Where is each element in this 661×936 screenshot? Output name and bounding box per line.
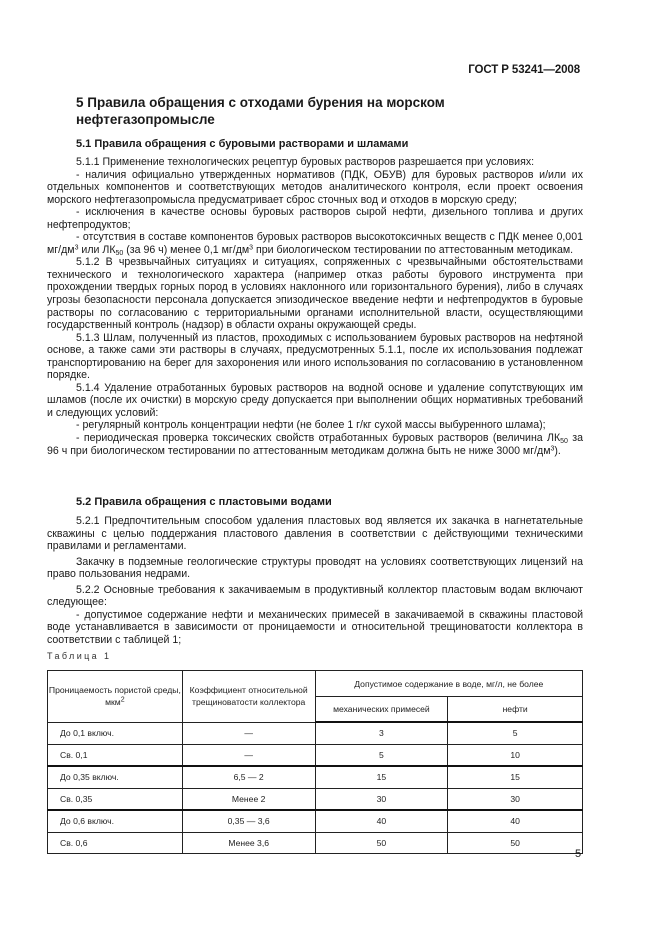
cell-oil: 30	[448, 788, 583, 810]
header-oil: нефти	[448, 697, 583, 723]
paragraph-5-2-1: 5.2.1 Предпочтительным способом удаления пластовых вод является их закачка в нагнетательные скважины с целью поддержания пластового давления в соответствии с действующими техническими правилами и регламентами.	[47, 515, 583, 553]
document-code-header: ГОСТ Р 53241—2008	[468, 64, 580, 76]
table-row	[48, 788, 583, 810]
cell-oil: 5	[448, 722, 583, 744]
cell-coefficient: 6,5 — 2	[182, 766, 315, 788]
subsection-heading-5-1: 5.1 Правила обращения с буровыми растворами и шламами	[76, 138, 409, 150]
cell-coefficient: —	[182, 722, 315, 744]
cell-coefficient: 0,35 — 3,6	[182, 810, 315, 832]
paragraph-5-1-3: 5.1.3 Шлам, полученный из пластов, проходимых с использованием буровых растворов на нефтяной основе, а также сами эти растворы в случаях, предусмотренных 5.1.1, после их использования подлежат транспортированию на берег для захоронения или иного использования по согласованию в установленном порядке.	[47, 331, 583, 382]
paragraph-5-1-4: 5.1.4 Удаление отработанных буровых растворов на водной основе и удаление сопутствующих им шламов (после их очистки) в морскую среду допускается при выполнении общих нормативных требований и следующих условий:	[47, 381, 583, 419]
header-permeability: Проницаемость пористой среды, мкм$^2$	[48, 671, 183, 723]
subsection-heading-5-2: 5.2 Правила обращения с пластовыми водами	[76, 496, 332, 508]
paragraph-5-1-2: 5.1.2 В чрезвычайных ситуациях и ситуациях, сопряженных с чрезвычайными обстоятельствами технического и технологического характера (например отказ работы бурового инструмента при прохождении твердых горных пород в условиях наклонного или горизонтального бурения), либо в случаях угрозы безопасности персонала допускается эпизодическое введение нефти и нефтепродуктов в буровые растворы по согласованию с территориальными органами исполнительной власти, осуществляющими государственный контроль (надзор) в области охраны окружающей среды.	[47, 256, 583, 332]
cell-mechanical: 15	[315, 766, 448, 788]
table-row	[48, 810, 583, 832]
bullet-allowed-content: - допустимое содержание нефти и механических примесей в закачиваемой в скважины пластовой воде устанавливается в зависимости от проницаемости и относительной трещиноватости коллектора в соответствии с таблицей 1;	[47, 608, 583, 646]
cell-mechanical: 40	[315, 810, 448, 832]
cell-oil: 10	[448, 744, 583, 766]
header-allowed-content: Допустимое содержание в воде, мг/л, не более	[315, 671, 582, 697]
section-5-1-body	[47, 156, 583, 457]
header-mechanical-impurities: механических примесей	[315, 697, 448, 723]
cell-mechanical: 5	[315, 744, 448, 766]
cell-permeability: До 0,6 включ.	[48, 810, 183, 832]
paragraph-5-1-1: 5.1.1 Применение технологических рецептур буровых растворов разрешается при условиях:	[76, 156, 535, 168]
cell-oil: 40	[448, 810, 583, 832]
cell-permeability: До 0,35 включ.	[48, 766, 183, 788]
bullet-norms: - наличия официально утвержденных нормативов (ПДК, ОБУВ) для буровых растворов и/или их отдельных компонентов и соответствующих методов аналитического контроля, если проект освоения морского нефтегазопромысла предусматривает сброс сточных вод и отходов в морскую среду;	[47, 168, 583, 206]
cell-permeability: Св. 0,6	[48, 832, 183, 854]
bullet-toxicity-check: - периодическая проверка токсических свойств отработанных буровых растворов (величина $ЛК_{50}$ за 96 ч при биологическом тестировании по аттестованным методикам должна быть не ниже 3000 $мг/дм^3$).	[47, 432, 583, 457]
section-5-2-body	[47, 515, 583, 646]
table-row	[48, 744, 583, 766]
cell-mechanical: 50	[315, 832, 448, 854]
header-fracture-coefficient: Коэффициент относительной трещиноватости коллектора	[182, 671, 315, 723]
cell-oil: 15	[448, 766, 583, 788]
page-number: 5	[575, 848, 582, 860]
paragraph-5-2-2: 5.2.2 Основные требования к закачиваемым в продуктивный коллектор пластовым водам включают следующее:	[47, 583, 583, 609]
table-caption: Таблица 1	[47, 651, 112, 661]
table-row	[48, 832, 583, 854]
cell-coefficient: —	[182, 744, 315, 766]
section-title: 5 Правила обращения с отходами бурения на морском нефтегазопромысле	[76, 95, 445, 127]
cell-coefficient: Менее 3,6	[182, 832, 315, 854]
cell-permeability: Св. 0,1	[48, 744, 183, 766]
cell-mechanical: 30	[315, 788, 448, 810]
cell-coefficient: Менее 2	[182, 788, 315, 810]
bullet-oil-control: - регулярный контроль концентрации нефти (не более 1 г/кг сухой массы выбуренного шлама);	[76, 419, 546, 432]
table-1	[47, 670, 583, 854]
paragraph-injection-license: Закачку в подземные геологические структуры проводят на условиях соответствующих лицензий на право пользования недрами.	[47, 555, 583, 581]
bullet-toxic-absence: - отсутствия в составе компонентов буровых растворов высокотоксичных веществ с ПДК менее 0,001 $мг/дм^3$ или $ЛК_{50}$ (за 96 ч) менее 0,1 $мг/дм^3$ при биологическом тестировании по аттестованным методикам.	[47, 231, 583, 257]
cell-oil: 50	[448, 832, 583, 854]
cell-mechanical: 3	[315, 722, 448, 744]
cell-permeability: До 0,1 включ.	[48, 722, 183, 744]
table-row	[48, 722, 583, 744]
cell-permeability: Св. 0,35	[48, 788, 183, 810]
table-row	[48, 766, 583, 788]
bullet-exclusion: - исключения в качестве основы буровых растворов сырой нефти, дизельного топлива и других нефтепродуктов;	[47, 206, 583, 231]
